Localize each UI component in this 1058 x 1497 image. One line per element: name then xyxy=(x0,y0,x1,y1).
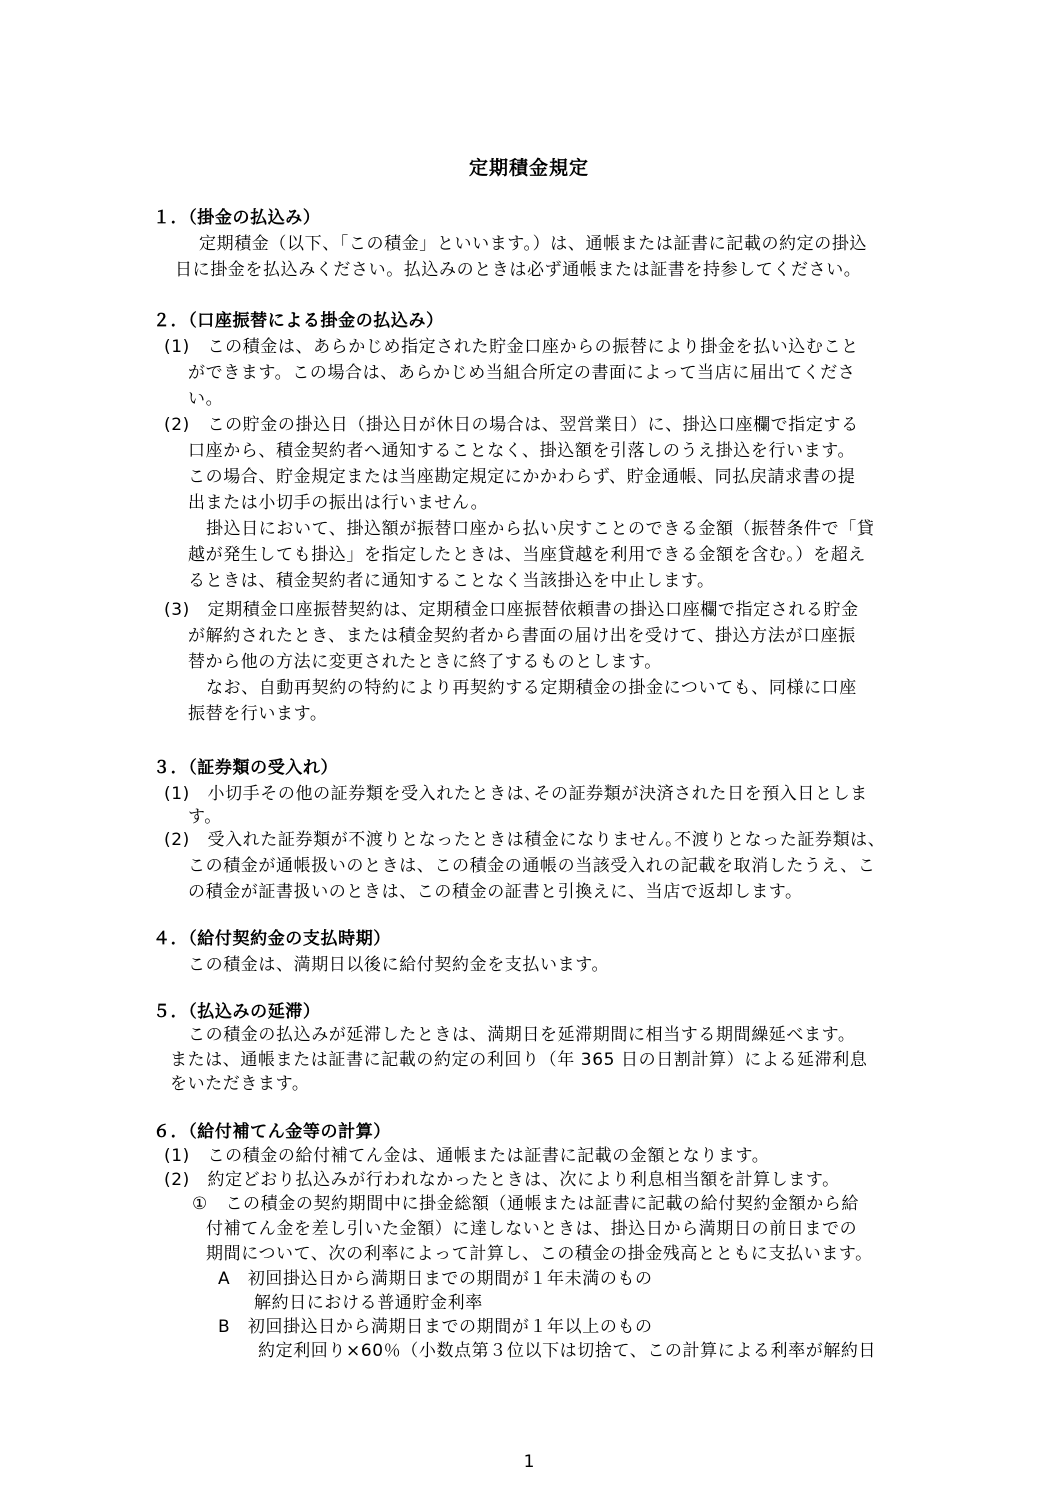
body-line: (1) 小切手その他の証券類を受入れたときは､その証券類が決済された日を預入日としま xyxy=(164,784,868,804)
body-line: (2) この貯金の掛込日（掛込日が休日の場合は、翌営業日）に、掛込口座欄で指定する xyxy=(164,415,859,435)
body-line: なお、自動再契約の特約により再契約する定期積金の掛金についても、同様に口座 xyxy=(206,678,857,698)
page-number: 1 xyxy=(523,1452,535,1472)
body-line: 振替を行います。 xyxy=(188,704,328,724)
body-line: が解約されたとき、または積金契約者から書面の届け出を受けて、掛込方法が口座振 xyxy=(188,626,856,646)
body-line: 掛込日において、掛込額が振替口座から払い戻すことのできる金額（振替条件で「貸 xyxy=(206,519,875,539)
body-line: 口座から、積金契約者へ通知することなく、掛込額を引落しのうえ掛込を行います。 xyxy=(188,441,856,461)
body-line: 出または小切手の振出は行いません。 xyxy=(188,493,489,513)
body-line: (1) この積金は、あらかじめ指定された貯金口座からの振替により掛金を払い込むこと xyxy=(164,337,859,357)
body-line: または、通帳または証書に記載の約定の利回り（年 365 日の日割計算）による延滞利息 xyxy=(170,1050,868,1070)
body-line: 付補てん金を差し引いた金額）に達しないときは、掛込日から満期日の前日までの xyxy=(206,1219,858,1239)
body-line: 替から他の方法に変更されたときに終了するものとします。 xyxy=(188,652,662,672)
body-line: 越が発生しても掛込」を指定したときは、当座貸越を利用できる金額を含む。）を超え xyxy=(188,545,866,565)
body-line: 解約日における普通貯金利率 xyxy=(254,1293,483,1313)
body-line: い。 xyxy=(188,389,224,409)
body-line: す。 xyxy=(188,807,222,827)
body-line: をいただきます。 xyxy=(170,1074,310,1094)
body-line: 定期積金（以下、「この積金」といいます。）は、通帳または証書に記載の約定の掛込 xyxy=(199,234,868,254)
body-line: (3) 定期積金口座振替契約は、定期積金口座振替依頼書の掛込口座欄で指定される貯金 xyxy=(164,600,859,620)
section-heading: ６．（給付補てん金等の計算） xyxy=(153,1122,391,1142)
body-line: 日に掛金を払込みください。払込みのときは必ず通帳または証書を持参してください。 xyxy=(175,260,862,280)
body-line: の積金が証書扱いのときは、この積金の証書と引換えに、当店で返却します。 xyxy=(188,882,803,902)
body-line: この積金は、満期日以後に給付契約金を支払います。 xyxy=(188,955,610,975)
section-heading: ３．（証券類の受入れ） xyxy=(153,758,339,778)
body-line: るときは、積金契約者に通知することなく当該掛込を中止します。 xyxy=(188,571,715,591)
body-line: (2) 約定どおり払込みが行われなかったときは、次により利息相当額を計算します。 xyxy=(164,1170,840,1190)
body-line: A 初回掛込日から満期日までの期間が１年未満のもの xyxy=(218,1269,653,1289)
section-heading: ５．（払込みの延滞） xyxy=(153,1002,321,1022)
body-line: 期間について、次の利率によって計算し、この積金の掛金残高とともに支払います。 xyxy=(206,1244,873,1264)
section-heading: ４．（給付契約金の支払時期） xyxy=(153,929,391,949)
document-title: 定期積金規定 xyxy=(468,157,589,179)
body-line: 約定利回り×60％（小数点第３位以下は切捨て、この計算による利率が解約日 xyxy=(258,1341,877,1361)
section-heading: １．（掛金の払込み） xyxy=(153,208,321,228)
body-line: (1) この積金の給付補てん金は、通帳または証書に記載の金額となります。 xyxy=(164,1146,770,1166)
body-line: この場合、貯金規定または当座勘定規定にかかわらず、貯金通帳、同払戻請求書の提 xyxy=(188,467,856,487)
section-heading: ２．（口座振替による掛金の払込み） xyxy=(153,311,444,331)
body-line: B 初回掛込日から満期日までの期間が１年以上のもの xyxy=(218,1317,653,1337)
body-line: (2) 受入れた証券類が不渡りとなったときは積金になりません｡不渡りとなった証券類は、 xyxy=(164,830,886,850)
body-line: この積金が通帳扱いのときは、この積金の通帳の当該受入れの記載を取消したうえ、こ xyxy=(188,856,876,876)
body-line: この積金の払込みが延滞したときは、満期日を延滞期間に相当する期間繰延べます。 xyxy=(188,1025,856,1045)
body-line: ができます。この場合は、あらかじめ当組合所定の書面によって当店に届出てくださ xyxy=(188,363,856,383)
body-line: ① この積金の契約期間中に掛金総額（通帳または証書に記載の給付契約金額から給 xyxy=(192,1194,860,1214)
